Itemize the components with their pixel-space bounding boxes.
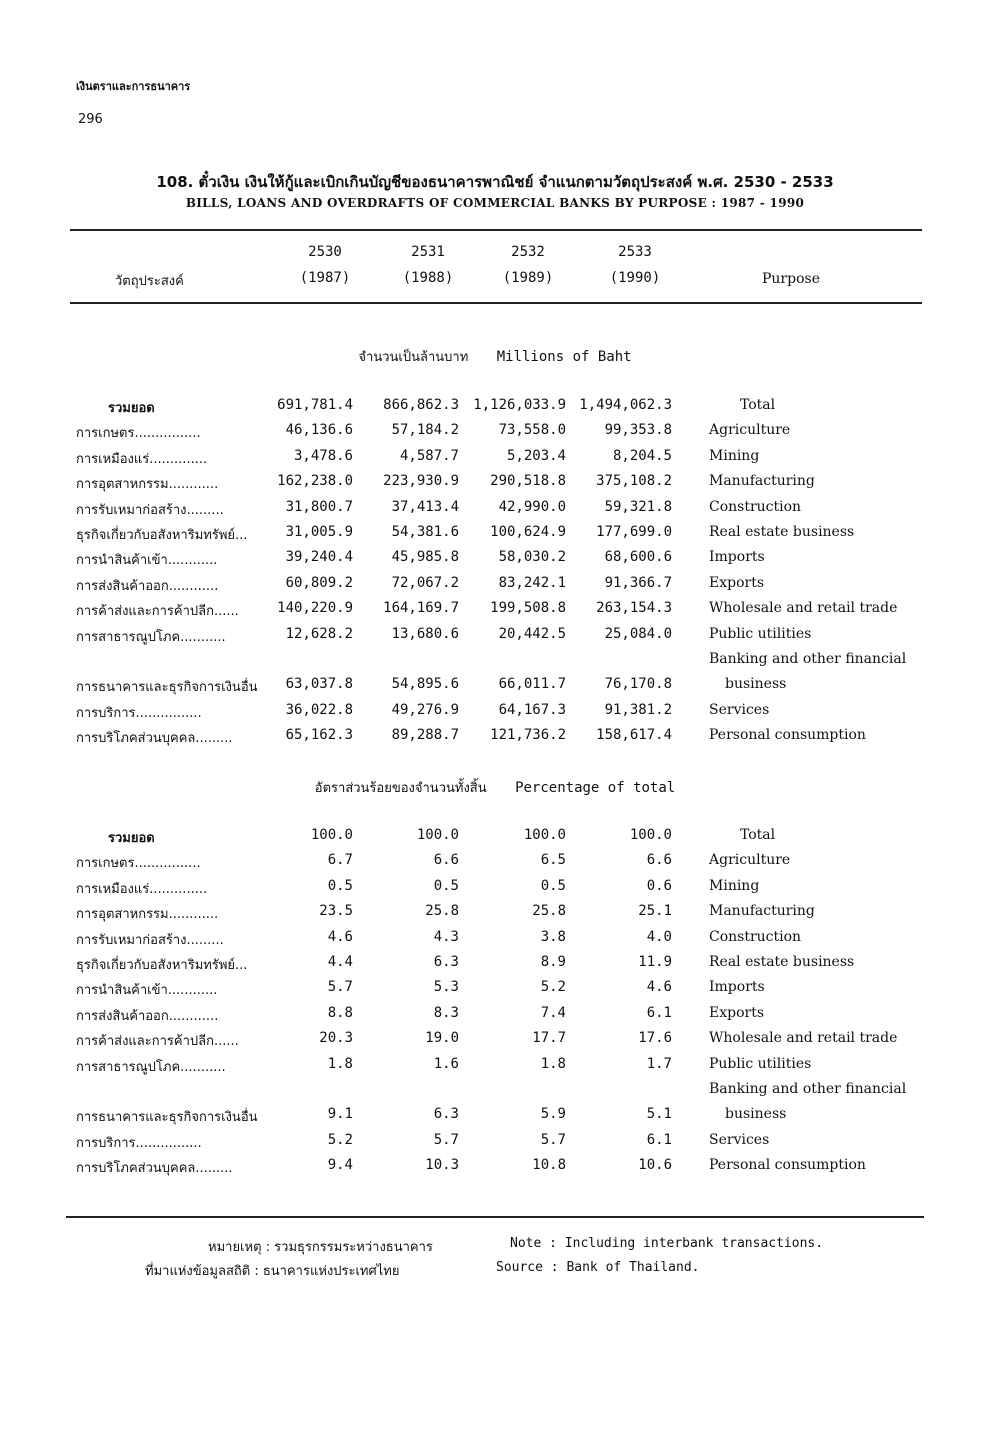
row-english-label: Services xyxy=(709,1131,770,1148)
cell-value: 6.7 xyxy=(327,852,353,869)
section-percent-english: Percentage of total xyxy=(515,780,676,796)
table-row-services xyxy=(0,1132,990,1157)
row-english-label: Banking and other financial xyxy=(709,651,907,667)
row-thai-label: การส่งสินค้าออก............ xyxy=(76,1008,219,1024)
cell-value: 1.7 xyxy=(646,1055,672,1072)
cell-value: 121,736.2 xyxy=(490,727,566,744)
row-thai-label: การเหมืองแร่.............. xyxy=(76,451,208,467)
cell-value: 158,617.4 xyxy=(596,727,672,744)
cell-value: 177,699.0 xyxy=(596,524,672,540)
cell-value: 6.1 xyxy=(646,1131,672,1148)
section-millions-label xyxy=(0,346,990,367)
cell-value: 7.4 xyxy=(540,1004,566,1021)
cell-value: 5.2 xyxy=(540,979,566,996)
row-english-label: Real estate business xyxy=(709,954,855,970)
row-english-label: Personal consumption xyxy=(709,1157,866,1174)
purpose-english-header: Purpose xyxy=(762,271,820,287)
table-row-banking-label-line xyxy=(0,651,990,676)
year-be-2533: 2533 xyxy=(618,244,652,260)
cell-value: 4.6 xyxy=(646,979,672,996)
cell-value: 45,985.8 xyxy=(391,549,459,566)
cell-value: 1,494,062.3 xyxy=(579,397,672,413)
cell-value: 8,204.5 xyxy=(612,447,672,464)
cell-value: 5.7 xyxy=(540,1131,566,1148)
cell-value: 4.4 xyxy=(327,954,353,970)
cell-value: 290,518.8 xyxy=(490,473,566,490)
table-row-personal xyxy=(0,1157,990,1182)
cell-value: 5.9 xyxy=(540,1106,566,1123)
cell-value: 60,809.2 xyxy=(285,574,353,591)
row-thai-label: การสาธารณูปโภค........... xyxy=(76,629,226,645)
table-row-real-estate xyxy=(0,954,990,979)
table-row-imports xyxy=(0,549,990,574)
note-english: Note : Including interbank transactions. xyxy=(510,1236,824,1251)
row-english-label: Public utilities xyxy=(709,1055,812,1072)
table-row-exports xyxy=(0,1005,990,1030)
cell-value: 58,030.2 xyxy=(498,549,566,566)
cell-value: 42,990.0 xyxy=(498,498,566,515)
table-row-services xyxy=(0,702,990,727)
cell-value: 223,930.9 xyxy=(383,473,459,490)
cell-value: 375,108.2 xyxy=(596,473,672,490)
cell-value: 73,558.0 xyxy=(498,422,566,439)
row-english-label: Imports xyxy=(709,979,765,996)
table-row-total xyxy=(0,397,990,422)
cell-value: 5.1 xyxy=(646,1106,672,1123)
cell-value: 91,366.7 xyxy=(604,574,672,591)
row-english-label: Mining xyxy=(709,877,760,894)
cell-value: 20,442.5 xyxy=(498,625,566,642)
cell-value: 263,154.3 xyxy=(596,600,672,617)
row-thai-label: การส่งสินค้าออก............ xyxy=(76,578,219,594)
section-percent-label xyxy=(0,777,990,798)
row-english-label: Wholesale and retail trade xyxy=(709,1030,898,1047)
header-bottom-rule xyxy=(70,302,922,304)
cell-value: 5.7 xyxy=(433,1131,459,1148)
table-row-banking xyxy=(0,676,990,701)
cell-value: 9.4 xyxy=(327,1157,353,1174)
cell-value: 100,624.9 xyxy=(490,524,566,540)
cell-value: 72,067.2 xyxy=(391,574,459,591)
table-row-wholesale xyxy=(0,600,990,625)
row-english-label: Exports xyxy=(709,574,765,591)
cell-value: 4.3 xyxy=(433,928,459,945)
row-thai-label: ธุรกิจเกี่ยวกับอสังหาริมทรัพย์... xyxy=(76,528,248,543)
row-english-label: Construction xyxy=(709,928,802,945)
row-thai-label: การเกษตร................ xyxy=(76,856,201,872)
year-ce-1987: (1987) xyxy=(299,270,351,286)
table-row-construction xyxy=(0,929,990,954)
cell-value: 25.8 xyxy=(425,903,459,920)
cell-value: 10.8 xyxy=(532,1157,566,1174)
row-thai-label: การธนาคารและธุรกิจการเงินอื่น xyxy=(76,1110,258,1126)
row-thai-label: การสาธารณูปโภค........... xyxy=(76,1059,226,1075)
cell-value: 0.6 xyxy=(646,877,672,894)
cell-value: 8.3 xyxy=(433,1004,459,1021)
table-row-agriculture xyxy=(0,852,990,877)
cell-value: 89,288.7 xyxy=(391,727,459,744)
cell-value: 25,084.0 xyxy=(604,625,672,642)
row-thai-label: การรับเหมาก่อสร้าง......... xyxy=(76,502,224,518)
table-row-real-estate xyxy=(0,524,990,549)
cell-value: 5.7 xyxy=(327,979,353,996)
table-row-banking-label-line xyxy=(0,1081,990,1106)
year-be-2532: 2532 xyxy=(511,244,545,260)
row-thai-label: รวมยอด xyxy=(108,401,155,416)
row-thai-label: การค้าส่งและการค้าปลีก...... xyxy=(76,604,239,620)
cell-value: 9.1 xyxy=(327,1106,353,1123)
table-row-construction xyxy=(0,499,990,524)
row-english-label: Construction xyxy=(709,498,802,515)
purpose-thai-header: วัตถุประสงค์ xyxy=(115,274,184,289)
cell-value: 37,413.4 xyxy=(391,498,459,515)
cell-value: 31,005.9 xyxy=(285,524,353,540)
table-row-total xyxy=(0,827,990,852)
cell-value: 17.6 xyxy=(638,1030,672,1047)
column-header xyxy=(0,244,990,294)
cell-value: 1.8 xyxy=(540,1055,566,1072)
cell-value: 164,169.7 xyxy=(383,600,459,617)
cell-value: 39,240.4 xyxy=(285,549,353,566)
cell-value: 83,242.1 xyxy=(498,574,566,591)
table-row-personal xyxy=(0,727,990,752)
cell-value: 59,321.8 xyxy=(604,498,672,515)
cell-value: 100.0 xyxy=(523,827,566,843)
row-thai-label: การบริการ................ xyxy=(76,705,202,721)
cell-value: 23.5 xyxy=(319,903,353,920)
cell-value: 6.3 xyxy=(433,1106,459,1123)
cell-value: 10.3 xyxy=(425,1157,459,1174)
table-row-agriculture xyxy=(0,422,990,447)
table-row-manufacturing xyxy=(0,903,990,928)
cell-value: 11.9 xyxy=(638,954,672,970)
row-thai-label: การธนาคารและธุรกิจการเงินอื่น xyxy=(76,680,258,696)
cell-value: 100.0 xyxy=(629,827,672,843)
table-row-manufacturing xyxy=(0,473,990,498)
row-english-label: Agriculture xyxy=(709,852,791,869)
year-ce-1988: (1988) xyxy=(402,270,454,286)
cell-value: 162,238.0 xyxy=(277,473,353,490)
cell-value: 0.5 xyxy=(540,877,566,894)
row-thai-label: การรับเหมาก่อสร้าง......... xyxy=(76,932,224,948)
row-english-label: Manufacturing xyxy=(709,473,815,490)
cell-value: 10.6 xyxy=(638,1157,672,1174)
row-english-label: Imports xyxy=(709,549,765,566)
running-header: เงินตราและการธนาคาร xyxy=(76,80,191,93)
cell-value: 76,170.8 xyxy=(604,676,672,693)
row-english-label: Personal consumption xyxy=(709,727,866,744)
row-english-label: Mining xyxy=(709,447,760,464)
cell-value: 6.1 xyxy=(646,1004,672,1021)
cell-value: 3,478.6 xyxy=(293,447,353,464)
row-english-label: business xyxy=(725,1106,787,1123)
cell-value: 199,508.8 xyxy=(490,600,566,617)
year-be-2530: 2530 xyxy=(308,244,342,260)
cell-value: 64,167.3 xyxy=(498,701,566,718)
row-thai-label: การบริโภคส่วนบุคคล......... xyxy=(76,1161,233,1177)
row-english-label: Banking and other financial xyxy=(709,1081,907,1097)
cell-value: 140,220.9 xyxy=(277,600,353,617)
table-title-thai: 108. ตั๋วเงิน เงินให้กู้และเบิกเกินบัญชีของธนาคารพาณิชย์ จำแนกตามวัตถุประสงค์ พ.ศ. 2530 - 2533 xyxy=(156,173,834,191)
row-thai-label: การอุตสาหกรรม............ xyxy=(76,907,219,923)
cell-value: 46,136.6 xyxy=(285,422,353,439)
row-thai-label: การนำสินค้าเข้า............ xyxy=(76,983,218,999)
cell-value: 1.6 xyxy=(433,1055,459,1072)
cell-value: 20.3 xyxy=(319,1030,353,1047)
section-millions-thai: จำนวนเป็นล้านบาท xyxy=(358,350,469,365)
year-be-2531: 2531 xyxy=(411,244,445,260)
cell-value: 8.8 xyxy=(327,1004,353,1021)
cell-value: 91,381.2 xyxy=(604,701,672,718)
table-row-exports xyxy=(0,575,990,600)
cell-value: 1,126,033.9 xyxy=(473,397,566,413)
row-english-label: Agriculture xyxy=(709,422,791,439)
cell-value: 5.2 xyxy=(327,1131,353,1148)
row-thai-label: การบริการ................ xyxy=(76,1135,202,1151)
cell-value: 12,628.2 xyxy=(285,625,353,642)
cell-value: 54,895.6 xyxy=(391,676,459,693)
row-english-label: Services xyxy=(709,701,770,718)
year-ce-1990: (1990) xyxy=(609,270,661,286)
cell-value: 68,600.6 xyxy=(604,549,672,566)
cell-value: 8.9 xyxy=(540,954,566,970)
cell-value: 1.8 xyxy=(327,1055,353,1072)
page-number: 296 xyxy=(78,112,103,127)
cell-value: 100.0 xyxy=(310,827,353,843)
table-row-banking xyxy=(0,1106,990,1131)
cell-value: 99,353.8 xyxy=(604,422,672,439)
cell-value: 31,800.7 xyxy=(285,498,353,515)
table-row-mining xyxy=(0,448,990,473)
row-english-label: Real estate business xyxy=(709,524,855,540)
cell-value: 866,862.3 xyxy=(383,397,459,413)
cell-value: 25.8 xyxy=(532,903,566,920)
source-thai: ที่มาแห่งข้อมูลสถิติ : ธนาคารแห่งประเทศไทย xyxy=(145,1264,400,1279)
row-english-label: Wholesale and retail trade xyxy=(709,600,898,617)
cell-value: 13,680.6 xyxy=(391,625,459,642)
cell-value: 3.8 xyxy=(540,928,566,945)
row-thai-label: ธุรกิจเกี่ยวกับอสังหาริมทรัพย์... xyxy=(76,958,248,973)
table-row-wholesale xyxy=(0,1030,990,1055)
cell-value: 6.6 xyxy=(433,852,459,869)
cell-value: 5.3 xyxy=(433,979,459,996)
cell-value: 19.0 xyxy=(425,1030,459,1047)
cell-value: 65,162.3 xyxy=(285,727,353,744)
cell-value: 25.1 xyxy=(638,903,672,920)
cell-value: 6.6 xyxy=(646,852,672,869)
row-english-label: Total xyxy=(740,827,776,843)
cell-value: 5,203.4 xyxy=(506,447,566,464)
row-thai-label: การเหมืองแร่.............. xyxy=(76,881,208,897)
table-row-utilities xyxy=(0,1056,990,1081)
cell-value: 36,022.8 xyxy=(285,701,353,718)
row-english-label: Total xyxy=(740,397,776,413)
row-english-label: business xyxy=(725,676,787,693)
cell-value: 54,381.6 xyxy=(391,524,459,540)
table-row-mining xyxy=(0,878,990,903)
row-english-label: Manufacturing xyxy=(709,903,815,920)
cell-value: 691,781.4 xyxy=(277,397,353,413)
bottom-rule xyxy=(66,1216,924,1218)
cell-value: 6.3 xyxy=(433,954,459,970)
cell-value: 4.0 xyxy=(646,928,672,945)
row-thai-label: การเกษตร................ xyxy=(76,426,201,442)
table-title-english: BILLS, LOANS AND OVERDRAFTS OF COMMERCIAL BANKS BY PURPOSE : 1987 - 1990 xyxy=(185,196,805,210)
cell-value: 66,011.7 xyxy=(498,676,566,693)
row-english-label: Public utilities xyxy=(709,625,812,642)
note-thai: หมายเหตุ : รวมธุรกรรมระหว่างธนาคาร xyxy=(208,1240,433,1255)
cell-value: 0.5 xyxy=(327,877,353,894)
cell-value: 0.5 xyxy=(433,877,459,894)
row-thai-label: การอุตสาหกรรม............ xyxy=(76,477,219,493)
cell-value: 4.6 xyxy=(327,928,353,945)
cell-value: 57,184.2 xyxy=(391,422,459,439)
table-row-imports xyxy=(0,979,990,1004)
cell-value: 4,587.7 xyxy=(399,447,459,464)
source-english: Source : Bank of Thailand. xyxy=(496,1260,700,1275)
section-millions-english: Millions of Baht xyxy=(496,349,632,365)
cell-value: 17.7 xyxy=(532,1030,566,1047)
cell-value: 100.0 xyxy=(416,827,459,843)
cell-value: 6.5 xyxy=(540,852,566,869)
cell-value: 49,276.9 xyxy=(391,701,459,718)
row-thai-label: การค้าส่งและการค้าปลีก...... xyxy=(76,1034,239,1050)
year-ce-1989: (1989) xyxy=(502,270,554,286)
top-rule xyxy=(70,229,922,231)
section-percent-thai: อัตราส่วนร้อยของจำนวนทั้งสิ้น xyxy=(314,781,487,796)
row-thai-label: การนำสินค้าเข้า............ xyxy=(76,553,218,569)
cell-value: 63,037.8 xyxy=(285,676,353,693)
row-thai-label: การบริโภคส่วนบุคคล......... xyxy=(76,731,233,747)
row-english-label: Exports xyxy=(709,1004,765,1021)
table-row-utilities xyxy=(0,626,990,651)
row-thai-label: รวมยอด xyxy=(108,831,155,846)
